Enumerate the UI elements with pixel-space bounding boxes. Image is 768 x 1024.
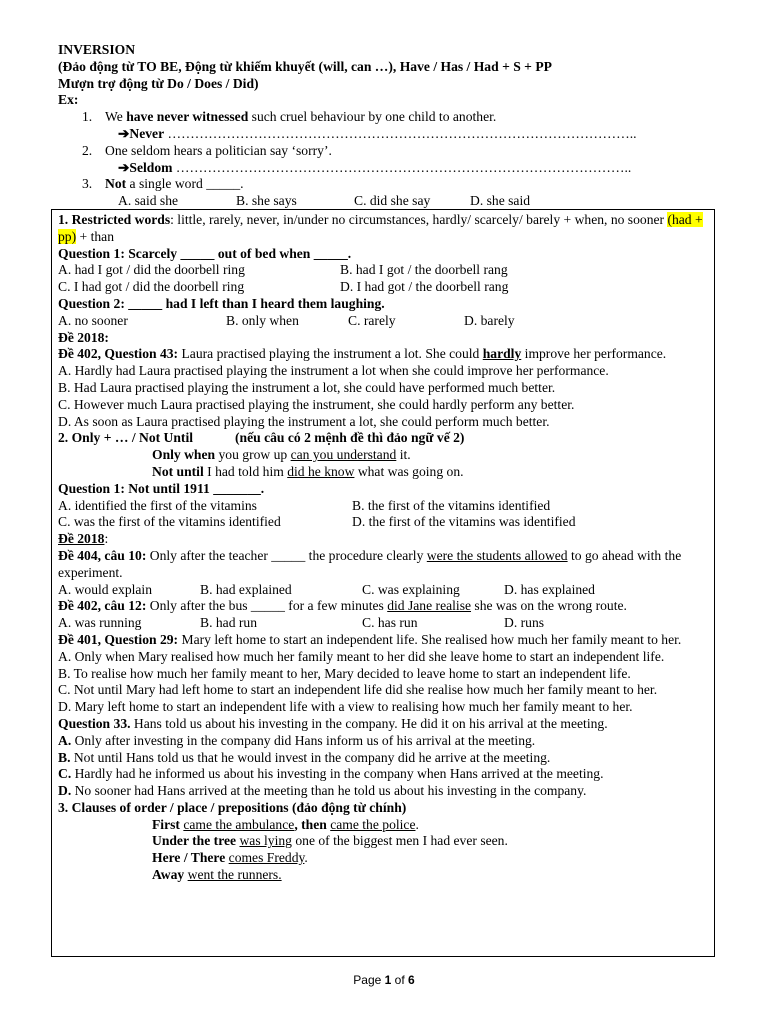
section-text: : little, rarely, never, in/under no circumstances, hardly/ scarcely/ barely + when, no sooner [170, 212, 668, 227]
example-number: 2. [82, 142, 93, 158]
option [58, 766, 710, 783]
exam-question-404-10 [58, 548, 710, 582]
example-number: 1. [82, 109, 93, 125]
footer-text: Page [353, 973, 385, 987]
option-text: Not until Hans told us that he would invest in the company did he arrive at the meeting. [70, 749, 551, 765]
example-3 [58, 176, 738, 193]
content-box [51, 209, 715, 957]
section-2-heading [58, 430, 710, 447]
option: C. However much Laura practised playing the instrument, she could hardly perform any better. [58, 396, 575, 412]
exam-question-402-43 [58, 346, 710, 363]
section-2-example [58, 464, 710, 481]
option: D. As soon as Laura practised playing the instrument a lot, she could perform much better. [58, 413, 550, 429]
exam-question-402-12 [58, 598, 710, 615]
answer-dots: ………………………………………………………………………………………….. [164, 125, 637, 141]
answer-dots: ……………………………………………………………………………………….. [172, 159, 632, 175]
section-3-heading: 3. Clauses of order / place / prepositions (đảo động từ chính) [58, 799, 407, 815]
option: B. she says [236, 193, 297, 209]
option-letter: B. [58, 749, 71, 765]
underlined-text: did he know [287, 463, 355, 479]
option: A. had I got / did the doorbell ring [58, 262, 245, 278]
section-text: + than [76, 228, 114, 244]
question-1-options-row [58, 279, 710, 296]
arrow-icon: ➔ [118, 159, 130, 175]
option: B. only when [226, 312, 299, 328]
option: A. Only when Mary realised how much her family meant to her did she leave home to start an independent life. [58, 648, 665, 664]
option: A. was running [58, 615, 142, 631]
option: D. runs [504, 615, 545, 631]
section-title: 1. Restricted words [58, 212, 171, 227]
option: A. no sooner [58, 312, 128, 328]
example-3-options [58, 193, 738, 210]
section-1-heading [58, 212, 710, 246]
example-text: . [304, 850, 308, 866]
option: A. Hardly had Laura practised playing the instrument a lot when she could improve her performance. [58, 363, 609, 379]
underlined-text: went the runners. [187, 867, 282, 883]
answer-start-word: Never [129, 125, 165, 141]
question-text: improve her performance. [521, 346, 667, 362]
question-text: she was on the wrong route. [471, 598, 627, 614]
section-3-example [58, 817, 710, 834]
example-bold: have never witnessed [126, 109, 249, 125]
doc-title: INVERSION [58, 42, 136, 57]
example-text: We [105, 109, 127, 125]
exam-year: Đề 2018 [58, 531, 105, 547]
section-3-example [58, 833, 710, 850]
option: A. said she [118, 193, 179, 209]
option: B. had explained [200, 581, 292, 597]
question-1b: Question 1: Not until 1911 _______. [58, 480, 265, 496]
option: B. had I got / the doorbell rang [340, 262, 508, 278]
option: D. has explained [504, 581, 595, 597]
option [58, 750, 710, 767]
question-2: Question 2: _____ had I left than I heard them laughing. [58, 295, 385, 311]
example-text: such cruel behaviour by one child to another. [248, 109, 497, 125]
example-bold: Not [105, 176, 127, 192]
option: D. barely [464, 312, 515, 328]
question-text: Hans told us about his investing in the company. He did it on his arrival at the meeting. [130, 715, 608, 731]
option [58, 733, 710, 750]
option: B. To realise how much her family meant to her, Mary decided to leave home to start an independent life. [58, 665, 631, 681]
option-text: Only after investing in the company did Hans inform us of his arrival at the meeting. [71, 732, 536, 748]
arrow-icon: ➔ [118, 125, 130, 141]
option: A. identified the first of the vitamins [58, 497, 257, 513]
option: D. the first of the vitamins was identified [352, 514, 576, 530]
option: D. she said [470, 193, 531, 209]
highlighted-text: (had + pp) [58, 212, 703, 244]
question-1b-options-row [58, 514, 710, 531]
option: D. Mary left home to start an independent life with a view to realising how much her family meant to her. [58, 699, 633, 715]
exam-label: Đề 402, Question 43: [58, 346, 179, 362]
example-2 [58, 143, 738, 160]
page-number: 1 [384, 973, 392, 987]
exam-year-heading [58, 531, 710, 548]
underlined-text: came the ambulance [183, 816, 295, 832]
option: B. Had Laura practised playing the instrument a lot, she could have performed much better. [58, 379, 556, 395]
question-2-options-row [58, 313, 710, 330]
exam-year-heading: Đề 2018: [58, 329, 109, 345]
question-text: Laura practised playing the instrument a lot. She could [178, 346, 483, 362]
option: B. the first of the vitamins identified [352, 497, 551, 513]
question-1: Question 1: Scarcely _____ out of bed when _____. [58, 245, 352, 261]
section-3-example [58, 867, 710, 884]
option: C. rarely [348, 312, 396, 328]
option-letter: D. [58, 783, 72, 799]
option: C. did she say [354, 193, 431, 209]
underlined-text: came the police [330, 816, 416, 832]
doc-subtitle-2: Mượn trợ động từ Do / Does / Did) [58, 75, 259, 91]
question-label: Question 33. [58, 715, 131, 731]
footer-text: of [391, 973, 409, 987]
section-2-example [58, 447, 710, 464]
example-number: 3. [82, 176, 93, 192]
option-text: No sooner had Hans arrived at the meeting than he told us about his investing in the company. [71, 783, 587, 799]
example-text: a single word _____. [126, 176, 244, 192]
question-text: Only after the teacher _____ the procedure clearly [146, 547, 427, 563]
exam-404-options-row [58, 582, 710, 599]
exam-label: Đề 404, câu 10: [58, 547, 147, 563]
example-1-answer-line [58, 126, 738, 143]
option: C. was the first of the vitamins identified [58, 514, 281, 530]
page-footer [0, 972, 768, 989]
option: C. has run [362, 615, 418, 631]
example-bold: Away [152, 867, 185, 883]
question-33 [58, 716, 710, 733]
option [58, 783, 710, 800]
example-1 [58, 109, 738, 126]
example-bold: , then [294, 816, 327, 832]
option: C. was explaining [362, 581, 460, 597]
exam-402b-options-row [58, 615, 710, 632]
ex-label: Ex: [58, 92, 79, 108]
example-bold: Only when [152, 447, 216, 463]
example-bold: Not until [152, 463, 204, 479]
exam-question-401-29 [58, 632, 710, 649]
underlined-text: can you understand [290, 447, 397, 463]
option: C. I had got / did the doorbell ring [58, 279, 245, 295]
question-text: Mary left home to start an independent life. She realised how much her family meant to her. [178, 631, 682, 647]
example-text: you grow up [215, 447, 291, 463]
option-text: Hardly had he informed us about his investing in the company when Hans arrived at the meeting. [71, 766, 604, 782]
option: C. Not until Mary had left home to start an independent life did she realise how much her family meant to her. [58, 682, 658, 698]
underlined-text: were the students allowed [426, 547, 568, 563]
example-text: . [415, 816, 419, 832]
example-bold: Under the tree [152, 833, 237, 849]
exam-label: Đề 401, Question 29: [58, 631, 179, 647]
example-2-answer-line [58, 160, 738, 177]
example-bold: Here / There [152, 850, 226, 866]
option-letter: C. [58, 766, 72, 782]
question-1-options-row [58, 262, 710, 279]
option: B. had run [200, 615, 258, 631]
question-1b-options-row [58, 498, 710, 515]
option: D. I had got / the doorbell rang [340, 279, 509, 295]
answer-start-word: Seldom [129, 159, 173, 175]
example-text: I had told him [203, 463, 288, 479]
underlined-text: comes Freddy [228, 850, 305, 866]
option-letter: A. [58, 732, 72, 748]
section-title: 2. Only + … / Not Until [58, 430, 194, 446]
example-bold: First [152, 816, 180, 832]
example-text: what was going on. [354, 463, 464, 479]
header-block [58, 42, 738, 210]
option: A. would explain [58, 581, 153, 597]
section-note: (nếu câu có 2 mệnh đề thì đảo ngữ vế 2) [235, 430, 465, 446]
question-text: Only after the bus _____ for a few minutes [146, 598, 388, 614]
example-text: it. [396, 447, 411, 463]
example-text: one of the biggest men I had ever seen. [291, 833, 508, 849]
colon: : [104, 531, 109, 547]
doc-subtitle: (Đảo động từ TO BE, Động từ khiếm khuyết (will, can …), Have / Has / Had + S + PP [58, 58, 552, 74]
example-text: One seldom hears a politician say ‘sorry’. [105, 142, 332, 158]
underlined-text: was lying [239, 833, 292, 849]
page-total: 6 [408, 973, 415, 987]
underlined-text: did Jane realise [387, 598, 472, 614]
section-3-example [58, 850, 710, 867]
question-text: to go ahead with the experiment. [58, 547, 682, 580]
underlined-word: hardly [482, 346, 522, 362]
exam-label: Đề 402, câu 12: [58, 598, 147, 614]
